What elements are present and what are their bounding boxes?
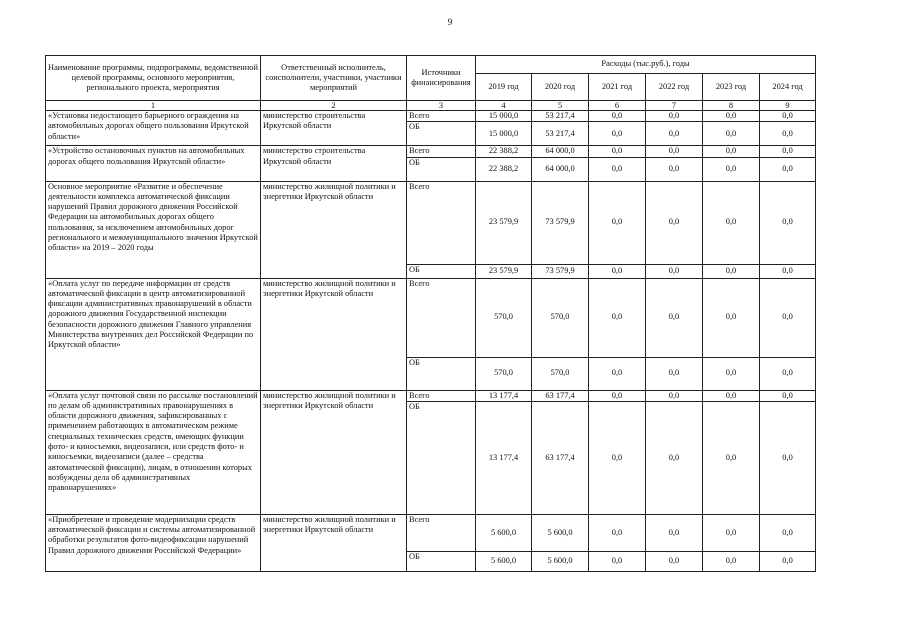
table-row xyxy=(46,181,816,264)
expense-value: 0,0 xyxy=(589,111,646,122)
expense-value: 0,0 xyxy=(703,146,760,157)
expense-value: 23 579,9 xyxy=(476,264,532,278)
expense-value: 0,0 xyxy=(703,357,760,390)
expense-value: 570,0 xyxy=(532,278,589,357)
responsible-executor: министерство жилищной политики и энергетики Иркутской области xyxy=(261,278,407,390)
funding-source: Всего xyxy=(407,181,476,264)
table-row xyxy=(46,390,816,401)
expense-value: 0,0 xyxy=(646,401,703,514)
expense-value: 0,0 xyxy=(646,357,703,390)
expense-value: 0,0 xyxy=(589,146,646,157)
expense-value: 0,0 xyxy=(760,181,816,264)
expense-value: 13 177,4 xyxy=(476,401,532,514)
funding-source: ОБ xyxy=(407,122,476,146)
expense-value: 63 177,4 xyxy=(532,390,589,401)
measure-name: Основное мероприятие «Развитие и обеспечение деятельности комплекса автоматической фиксации нарушений Правил дорожного движения Российской Федерации на автомобильных дорогах общего пользования, за исключением автомобильных дорог регионального и межмуниципального значения Иркутской области» на 2019 – 2020 годы xyxy=(46,181,261,278)
expense-value: 0,0 xyxy=(760,551,816,571)
expense-value: 73 579,9 xyxy=(532,264,589,278)
expense-value: 22 388,2 xyxy=(476,157,532,181)
header-year: 2021 год xyxy=(589,74,646,101)
expense-value: 0,0 xyxy=(760,111,816,122)
expense-value: 23 579,9 xyxy=(476,181,532,264)
responsible-executor: министерство жилищной политики и энергетики Иркутской области xyxy=(261,181,407,278)
responsible-executor: министерство строительства Иркутской области xyxy=(261,146,407,181)
expense-value: 0,0 xyxy=(703,181,760,264)
funding-source: Всего xyxy=(407,146,476,157)
page-number: 9 xyxy=(447,17,453,27)
expense-value: 63 177,4 xyxy=(532,401,589,514)
expense-value: 0,0 xyxy=(646,264,703,278)
column-number: 7 xyxy=(646,101,703,111)
expense-value: 5 600,0 xyxy=(476,514,532,551)
column-number: 3 xyxy=(407,101,476,111)
expense-value: 0,0 xyxy=(646,551,703,571)
measure-name: «Приобретение и проведение модернизации средств автоматической фиксации и системы автоматизированной обработки результатов фото-видеофиксации нарушений Правил дорожного движения Российской Федерации» xyxy=(46,514,261,571)
expense-value: 53 217,4 xyxy=(532,111,589,122)
expense-value: 0,0 xyxy=(703,551,760,571)
expense-value: 0,0 xyxy=(760,264,816,278)
expense-value: 0,0 xyxy=(646,157,703,181)
table-row xyxy=(46,278,816,357)
column-number: 8 xyxy=(703,101,760,111)
expense-value: 0,0 xyxy=(589,357,646,390)
expense-value: 0,0 xyxy=(760,122,816,146)
header-year: 2024 год xyxy=(760,74,816,101)
expense-value: 5 600,0 xyxy=(532,514,589,551)
expense-value: 0,0 xyxy=(703,278,760,357)
expense-value: 13 177,4 xyxy=(476,390,532,401)
column-number: 6 xyxy=(589,101,646,111)
expense-value: 0,0 xyxy=(703,122,760,146)
expense-value: 0,0 xyxy=(589,122,646,146)
responsible-executor: министерство строительства Иркутской области xyxy=(261,111,407,146)
expense-value: 570,0 xyxy=(532,357,589,390)
expense-value: 15 000,0 xyxy=(476,111,532,122)
measure-name: «Оплата услуг почтовой связи по рассылке постановлений по делам об административных правонарушениях в области дорожного движения, зафиксированных с применением работающих в автоматическом режиме специальных технических средств, имеющих функции фото- и киносъемки, видеозаписи, или средств фото- и киносъемки, видеозаписи (далее – средства автоматической фиксации), лицам, в отношении которых возбуждены дела об административных правонарушениях» xyxy=(46,390,261,514)
expense-value: 0,0 xyxy=(703,401,760,514)
column-number: 1 xyxy=(46,101,261,111)
measure-name: «Оплата услуг по передаче информации от средств автоматической фиксации в центр автоматизированной фиксации административных правонарушений в области дорожного движения Государственной инспекции безопасности дорожного движения Главного управления Министерства внутренних дел Российской Федерации по Иркутской области» xyxy=(46,278,261,390)
funding-source: ОБ xyxy=(407,357,476,390)
expense-value: 0,0 xyxy=(646,111,703,122)
header-year: 2023 год xyxy=(703,74,760,101)
column-number: 5 xyxy=(532,101,589,111)
expense-value: 0,0 xyxy=(760,401,816,514)
column-number: 2 xyxy=(261,101,407,111)
funding-source: ОБ xyxy=(407,401,476,514)
expense-value: 0,0 xyxy=(760,157,816,181)
expense-value: 0,0 xyxy=(646,390,703,401)
funding-source: ОБ xyxy=(407,157,476,181)
funding-source: Всего xyxy=(407,278,476,357)
expense-value: 570,0 xyxy=(476,357,532,390)
header-executor: Ответственный исполнитель, соисполнители, участники, участники мероприятий xyxy=(261,56,407,101)
expense-value: 0,0 xyxy=(760,357,816,390)
expense-value: 0,0 xyxy=(703,390,760,401)
column-number: 4 xyxy=(476,101,532,111)
expense-value: 64 000,0 xyxy=(532,157,589,181)
responsible-executor: министерство жилищной политики и энергетики Иркутской области xyxy=(261,514,407,571)
expense-value: 0,0 xyxy=(703,157,760,181)
expense-value: 0,0 xyxy=(589,551,646,571)
expense-value: 0,0 xyxy=(589,514,646,551)
expense-value: 0,0 xyxy=(646,122,703,146)
header-year: 2022 год xyxy=(646,74,703,101)
expense-value: 15 000,0 xyxy=(476,122,532,146)
funding-source: ОБ xyxy=(407,264,476,278)
expense-value: 73 579,9 xyxy=(532,181,589,264)
expense-value: 0,0 xyxy=(589,264,646,278)
header-expenses: Расходы (тыс.руб.), годы xyxy=(476,56,816,74)
funding-source: Всего xyxy=(407,111,476,122)
expense-value: 0,0 xyxy=(703,111,760,122)
table-row xyxy=(46,514,816,551)
header-year: 2020 год xyxy=(532,74,589,101)
expense-value: 0,0 xyxy=(760,146,816,157)
expense-value: 0,0 xyxy=(646,278,703,357)
expense-value: 22 388,2 xyxy=(476,146,532,157)
header-source: Источники финансирования xyxy=(407,56,476,101)
measure-name: «Устройство остановочных пунктов на автомобильных дорогах общего пользования Иркутской области» xyxy=(46,146,261,181)
expense-value: 0,0 xyxy=(760,514,816,551)
responsible-executor: министерство жилищной политики и энергетики Иркутской области xyxy=(261,390,407,514)
expense-value: 5 600,0 xyxy=(476,551,532,571)
expense-value: 0,0 xyxy=(589,401,646,514)
expense-value: 0,0 xyxy=(760,278,816,357)
column-number: 9 xyxy=(760,101,816,111)
expense-value: 0,0 xyxy=(703,264,760,278)
expense-value: 0,0 xyxy=(646,514,703,551)
expense-value: 570,0 xyxy=(476,278,532,357)
expense-value: 0,0 xyxy=(646,181,703,264)
expense-value: 0,0 xyxy=(760,390,816,401)
expense-value: 0,0 xyxy=(703,514,760,551)
expenses-table xyxy=(45,55,816,572)
funding-source: Всего xyxy=(407,390,476,401)
expense-value: 64 000,0 xyxy=(532,146,589,157)
measure-name: «Установка недостающего барьерного ограждения на автомобильных дорогах общего пользования Иркутской области» xyxy=(46,111,261,146)
header-name: Наименование программы, подпрограммы, ведомственной целевой программы, основного мероприятия, регионального проекта, мероприятия xyxy=(46,56,261,101)
expense-value: 0,0 xyxy=(589,390,646,401)
expense-value: 0,0 xyxy=(646,146,703,157)
table-row xyxy=(46,146,816,157)
expense-value: 53 217,4 xyxy=(532,122,589,146)
table-body xyxy=(46,111,816,572)
table-row xyxy=(46,111,816,122)
expense-value: 0,0 xyxy=(589,278,646,357)
funding-source: ОБ xyxy=(407,551,476,571)
expense-value: 0,0 xyxy=(589,157,646,181)
expense-value: 5 600,0 xyxy=(532,551,589,571)
header-year: 2019 год xyxy=(476,74,532,101)
funding-source: Всего xyxy=(407,514,476,551)
expense-value: 0,0 xyxy=(589,181,646,264)
